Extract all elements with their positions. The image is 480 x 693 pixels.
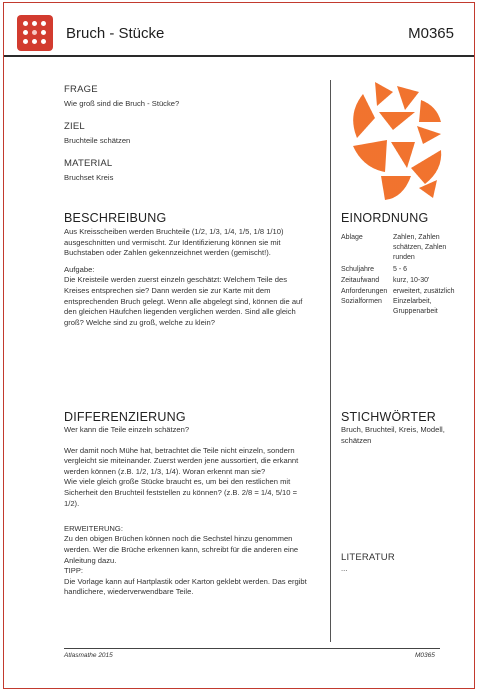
fraction-piece [381,176,411,200]
einordnung-value: erweitert, zusätzlich [393,288,455,295]
text-line: werden können (z.B. 1/2, 1/3, 1/4). Woran erkennt man sie? [64,466,266,476]
material-text: Bruchset Kreis [64,173,114,182]
text-line: Aus Kreisscheiben werden Bruchteile (1/2, 1/3, 1/4, 1/5, 1/8 1/10) [64,227,284,236]
material-heading: MATERIAL [64,158,113,169]
einordnung-key: Schuljahre [341,266,375,273]
text-line [64,436,326,446]
value-line: Gruppenarbeit [393,307,438,315]
einordnung-key: Ablage [341,234,363,241]
text-line [64,509,326,520]
text-line: Sicherheit den Bruchteil feststellen zu können? (z.B. 2/8 = 1/4, 5/10 = [64,487,298,497]
text-line: werden. Wer die Brüche erkennen kann, schreibt für die anderen eine [64,544,299,554]
fraction-piece [397,86,419,110]
footer-left: Atlasmathe 2015 [64,652,113,659]
fraction-piece [375,82,393,106]
value-line: Zahlen, Zahlen [393,234,440,241]
footer-divider [64,648,440,649]
fraction-piece [411,150,441,184]
fraction-piece [391,142,415,168]
literatur-text: ... [341,564,348,573]
text-line: Zu den obigen Brüchen können noch die Sechstel hinzu genommen [64,534,293,544]
fraction-piece [353,140,387,172]
literatur-heading: LITERATUR [341,552,395,563]
fraction-piece [379,112,415,130]
text-line: handlichere, wiederverwendbare Teile. [64,587,194,597]
text-line: 1/2). [64,498,80,508]
frage-heading: FRAGE [64,84,98,95]
fraction-pieces-illustration [345,80,445,206]
column-divider [330,80,331,642]
value-line: Einzelarbeit, [393,298,432,305]
text-line: Die Vorlage kann auf Hartplastik oder Karton geklebt werden. Das ergibt [64,576,307,586]
text-line: den gleichen Häufchen liegenden verglichen werden. Sind alle gleich [64,307,296,317]
value-line: runden [393,253,415,261]
fraction-piece [417,126,441,144]
text-line: Anleitung dazu. [64,555,117,565]
ziel-heading: ZIEL [64,121,85,132]
fraction-piece [419,100,441,122]
differenzierung-text [64,425,326,598]
fraction-piece [353,94,375,138]
text-line: schätzen [341,435,372,445]
einordnung-key: Sozialformen [341,298,382,305]
beschreibung-text [64,227,326,328]
page-code: M0365 [408,25,454,42]
text-line: TIPP: [64,566,83,576]
beschreibung-heading: BESCHREIBUNG [64,211,167,225]
text-line: Wer damit noch Mühe hat, betrachtet die Teile nicht einzeln, sondern [64,445,295,455]
einordnung-value [393,233,480,262]
page-title: Bruch - Stücke [66,25,165,42]
text-line: entsprechenden Bruch gelegt. Wenn alle abgelegt sind, können die auf [64,296,303,306]
einordnung-key: Anforderungen [341,288,388,295]
einordnung-key: Zeitaufwand [341,277,380,284]
text-line: Kreises entsprechen sie? Dann werden sie zur Karte mit dem [64,285,271,295]
text-line: groß? Welche sind zu groß, welche zu klein? [64,317,215,327]
einordnung-heading: EINORDNUNG [341,211,429,225]
text-line: vergleicht sie miteinander. Zuerst werden jene aussortiert, die erkannt [64,456,299,466]
text-line: Aufgabe: [64,264,95,274]
text-line: Wer kann die Teile einzeln schätzen? [64,425,190,434]
text-line: ERWEITERUNG: [64,523,123,533]
einordnung-value: kurz, 10-30' [393,277,430,284]
footer-right: M0365 [415,652,435,659]
fraction-piece [419,180,437,198]
stichwoerter-text [341,425,461,446]
stichwoerter-heading: STICHWÖRTER [341,410,437,424]
text-line: Die Kreisteile werden zuerst einzeln geschätzt: Welchem Teile des [64,275,287,285]
value-line: schätzen, Zahlen [393,243,447,251]
frage-text: Wie groß sind die Bruch - Stücke? [64,99,180,108]
text-line: Bruch, Bruchteil, Kreis, Modell, [341,425,445,434]
text-line: Buchstaben oder Zahlen gekennzeichnet werden (gemischt!). [64,248,271,258]
einordnung-value [393,297,480,317]
differenzierung-heading: DIFFERENZIERUNG [64,410,186,424]
text-line: Wie viele gleich große Stücke braucht es, um bei den restlichen mit [64,477,291,487]
text-line: ausgeschnitten und vermischt. Zur Identifizierung können sie mit [64,237,281,247]
einordnung-value: 5 - 6 [393,266,408,273]
header [4,3,474,57]
ziel-text: Bruchteile schätzen [64,136,131,145]
logo-icon [17,15,53,51]
